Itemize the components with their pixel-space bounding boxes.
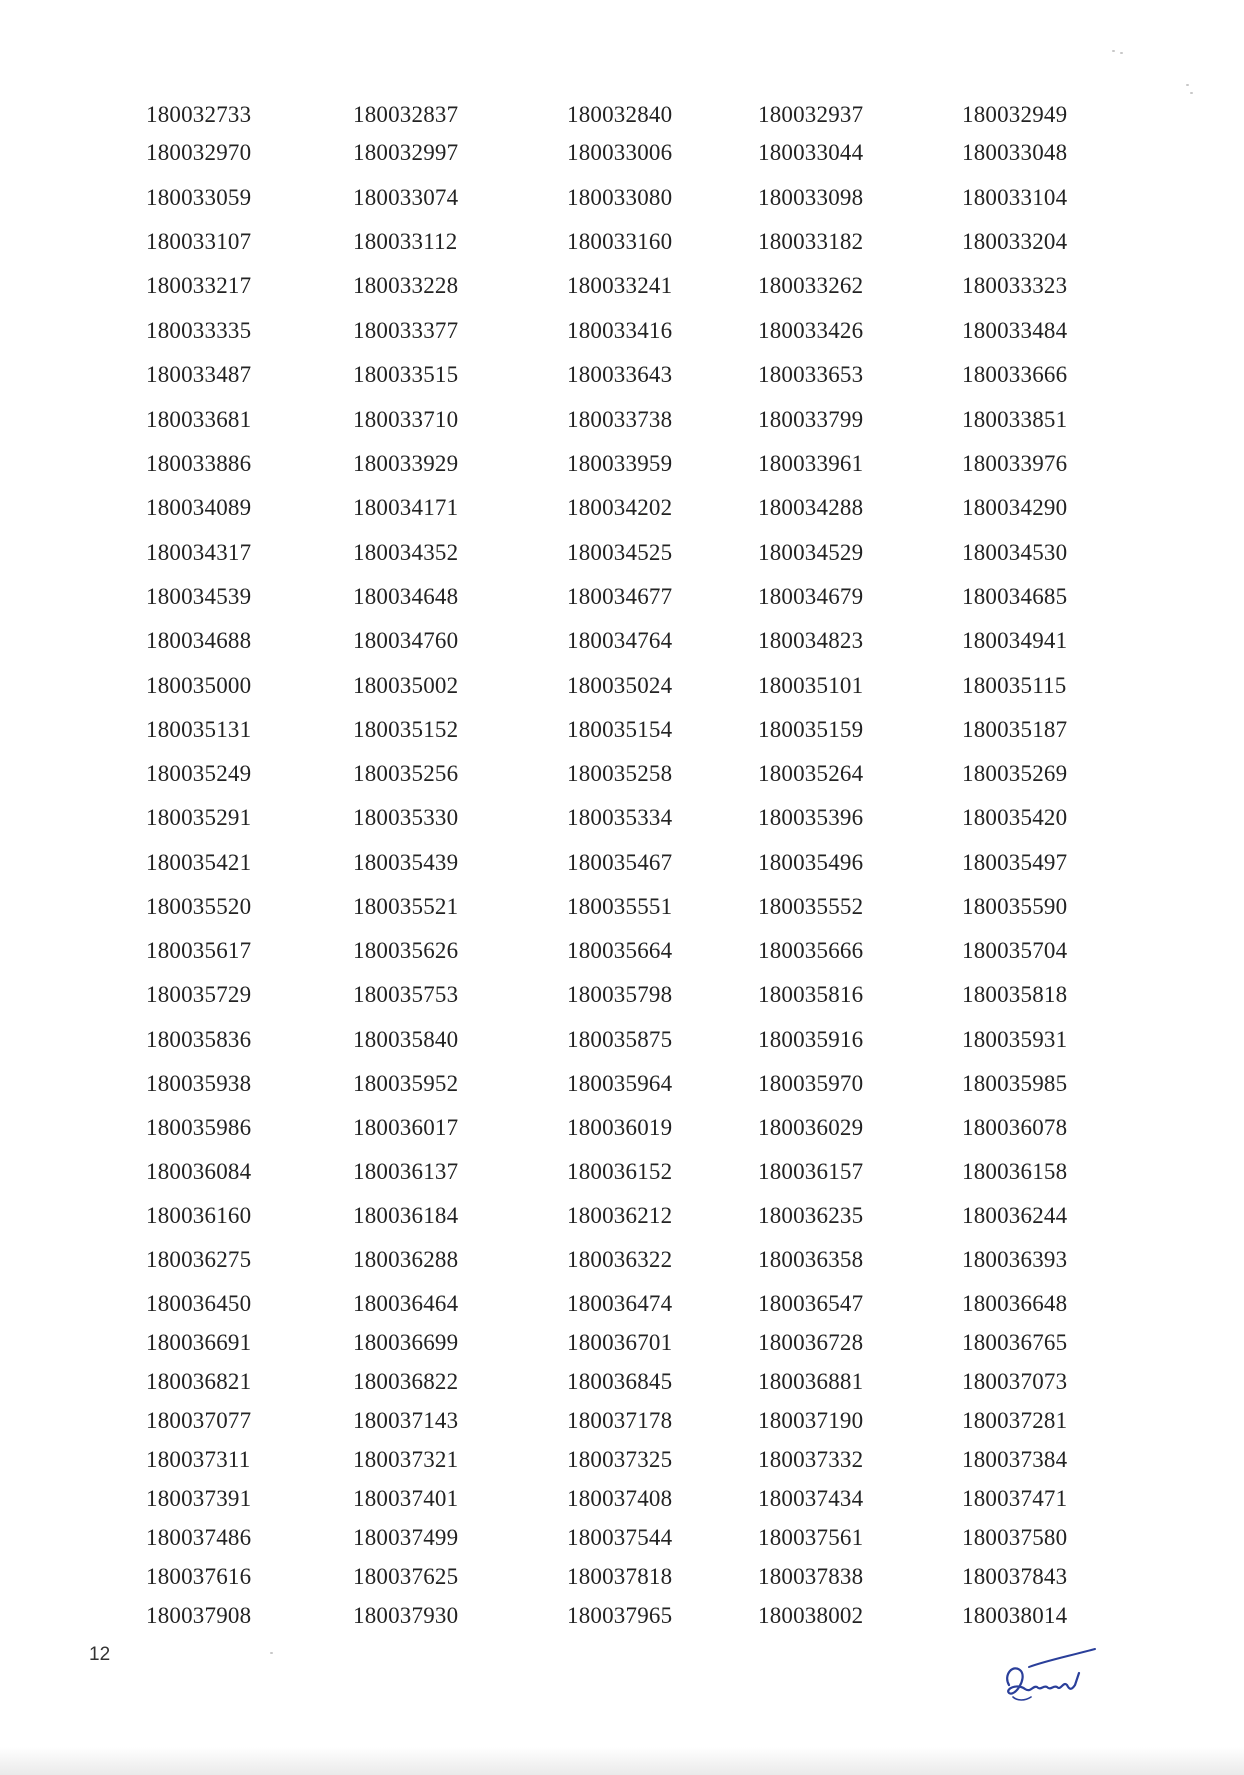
roll-number-cell: 180035970 [758, 1071, 864, 1096]
roll-number-cell: 180034764 [567, 628, 673, 653]
table-row [146, 493, 1106, 523]
table-row [146, 1025, 1106, 1055]
roll-number-cell: 180037499 [353, 1525, 459, 1550]
roll-number-cell: 180034823 [758, 628, 864, 653]
roll-number-cell: 180034539 [146, 584, 252, 609]
roll-number-cell: 180035258 [567, 761, 673, 786]
roll-number-cell: 180035551 [567, 894, 673, 919]
roll-number-cell: 180037077 [146, 1408, 252, 1433]
table-row [146, 626, 1106, 656]
roll-number-cell: 180037471 [962, 1486, 1068, 1511]
roll-number-cell: 180034352 [353, 540, 459, 565]
table-row [146, 892, 1106, 922]
roll-number-cell: 180033851 [962, 407, 1068, 432]
table-row [146, 1069, 1106, 1099]
roll-number-cell: 180033487 [146, 362, 252, 387]
roll-number-cell: 180036728 [758, 1330, 864, 1355]
roll-number-cell: 180035729 [146, 982, 252, 1007]
roll-number-cell: 180035154 [567, 717, 673, 742]
roll-number-cell: 180037486 [146, 1525, 252, 1550]
roll-number-cell: 180037818 [567, 1564, 673, 1589]
table-row [146, 759, 1106, 789]
roll-number-cell: 180035520 [146, 894, 252, 919]
table-row [146, 100, 1106, 130]
roll-number-cell: 180036158 [962, 1159, 1068, 1184]
table-row [146, 1406, 1106, 1436]
roll-number-cell: 180033323 [962, 273, 1068, 298]
roll-number-cell: 180033204 [962, 229, 1068, 254]
roll-number-cell: 180033182 [758, 229, 864, 254]
roll-number-cell: 180035986 [146, 1115, 252, 1140]
roll-number-cell: 180033799 [758, 407, 864, 432]
roll-number-cell: 180036547 [758, 1291, 864, 1316]
table-row [146, 715, 1106, 745]
roll-number-cell: 180037930 [353, 1603, 459, 1628]
roll-number-cell: 180037544 [567, 1525, 673, 1550]
roll-number-cell: 180038002 [758, 1603, 864, 1628]
table-row [146, 1157, 1106, 1187]
roll-number-cell: 180037908 [146, 1603, 252, 1628]
roll-number-cell: 180033262 [758, 273, 864, 298]
roll-number-cell: 180035753 [353, 982, 459, 1007]
roll-number-cell: 180035521 [353, 894, 459, 919]
roll-number-cell: 180033886 [146, 451, 252, 476]
roll-number-cell: 180035467 [567, 850, 673, 875]
roll-number-cell: 180036701 [567, 1330, 673, 1355]
table-row [146, 980, 1106, 1010]
roll-number-cell: 180035264 [758, 761, 864, 786]
roll-number-cell: 180035330 [353, 805, 459, 830]
roll-number-cell: 180036019 [567, 1115, 673, 1140]
roll-number-cell: 180032837 [353, 102, 459, 127]
table-row [146, 1367, 1106, 1397]
roll-number-cell: 180036474 [567, 1291, 673, 1316]
roll-number-cell: 180034202 [567, 495, 673, 520]
table-row [146, 1484, 1106, 1514]
roll-number-cell: 180033080 [567, 185, 673, 210]
roll-number-cell: 180036322 [567, 1247, 673, 1272]
roll-number-cell: 180037391 [146, 1486, 252, 1511]
roll-number-cell: 180033416 [567, 318, 673, 343]
roll-number-cell: 180036029 [758, 1115, 864, 1140]
table-row [146, 538, 1106, 568]
roll-number-cell: 180034941 [962, 628, 1068, 653]
roll-number-cell: 180036464 [353, 1291, 459, 1316]
roll-number-cell: 180033515 [353, 362, 459, 387]
roll-number-cell: 180036235 [758, 1203, 864, 1228]
roll-number-cell: 180033738 [567, 407, 673, 432]
roll-number-cell: 180035590 [962, 894, 1068, 919]
roll-number-cell: 180035249 [146, 761, 252, 786]
roll-number-cell: 180037408 [567, 1486, 673, 1511]
roll-number-cell: 180032970 [146, 140, 252, 165]
roll-number-cell: 180033241 [567, 273, 673, 298]
roll-number-cell: 180037190 [758, 1408, 864, 1433]
roll-number-cell: 180033976 [962, 451, 1068, 476]
roll-number-cell: 180035552 [758, 894, 864, 919]
roll-number-cell: 180035000 [146, 673, 252, 698]
roll-number-cell: 180034089 [146, 495, 252, 520]
roll-number-cell: 180034677 [567, 584, 673, 609]
roll-number-cell: 180036152 [567, 1159, 673, 1184]
roll-number-cell: 180033377 [353, 318, 459, 343]
table-row [146, 138, 1106, 168]
table-row [146, 1445, 1106, 1475]
roll-number-cell: 180034530 [962, 540, 1068, 565]
table-row [146, 271, 1106, 301]
roll-number-cell: 180035256 [353, 761, 459, 786]
roll-number-cell: 180035187 [962, 717, 1068, 742]
roll-number-cell: 180035952 [353, 1071, 459, 1096]
roll-number-cell: 180035816 [758, 982, 864, 1007]
roll-number-cell: 180032997 [353, 140, 459, 165]
roll-number-cell: 180035291 [146, 805, 252, 830]
roll-number-cell: 180037843 [962, 1564, 1068, 1589]
roll-number-cell: 180033112 [353, 229, 458, 254]
roll-number-cell: 180036845 [567, 1369, 673, 1394]
roll-number-cell: 180033059 [146, 185, 252, 210]
roll-number-cell: 180035938 [146, 1071, 252, 1096]
roll-number-cell: 180036275 [146, 1247, 252, 1272]
roll-number-cell: 180036358 [758, 1247, 864, 1272]
roll-number-cell: 180037561 [758, 1525, 864, 1550]
roll-number-cell: 180036822 [353, 1369, 459, 1394]
roll-number-cell: 180038014 [962, 1603, 1068, 1628]
table-row [146, 1562, 1106, 1592]
table-row [146, 1201, 1106, 1231]
roll-number-cell: 180037143 [353, 1408, 459, 1433]
roll-number-cell: 180036881 [758, 1369, 864, 1394]
roll-number-cell: 180034171 [353, 495, 459, 520]
roll-number-cell: 180034288 [758, 495, 864, 520]
roll-number-cell: 180035396 [758, 805, 864, 830]
roll-number-cell: 180035666 [758, 938, 864, 963]
roll-number-cell: 180035101 [758, 673, 864, 698]
roll-number-cell: 180036084 [146, 1159, 252, 1184]
roll-number-cell: 180034290 [962, 495, 1068, 520]
roll-number-cell: 180037965 [567, 1603, 673, 1628]
roll-number-cell: 180033959 [567, 451, 673, 476]
roll-number-cell: 180033074 [353, 185, 459, 210]
table-row [146, 183, 1106, 213]
roll-number-cell: 180037321 [353, 1447, 459, 1472]
scan-speck [1190, 92, 1193, 94]
roll-number-cell: 180035875 [567, 1027, 673, 1052]
roll-number-cell: 180033217 [146, 273, 252, 298]
roll-number-cell: 180032840 [567, 102, 673, 127]
table-row [146, 1523, 1106, 1553]
table-row [146, 360, 1106, 390]
roll-number-cell: 180036244 [962, 1203, 1068, 1228]
roll-number-cell: 180036212 [567, 1203, 673, 1228]
roll-number-cell: 180036450 [146, 1291, 252, 1316]
roll-number-cell: 180037325 [567, 1447, 673, 1472]
roll-number-cell: 180033335 [146, 318, 252, 343]
roll-number-cell: 180033098 [758, 185, 864, 210]
table-row [146, 803, 1106, 833]
roll-number-cell: 180037384 [962, 1447, 1068, 1472]
roll-number-cell: 180033048 [962, 140, 1068, 165]
roll-number-cell: 180033666 [962, 362, 1068, 387]
roll-number-cell: 180037178 [567, 1408, 673, 1433]
roll-number-cell: 180035798 [567, 982, 673, 1007]
scan-speck [270, 1652, 273, 1654]
roll-number-cell: 180036160 [146, 1203, 252, 1228]
roll-number-cell: 180037311 [146, 1447, 251, 1472]
roll-number-cell: 180035269 [962, 761, 1068, 786]
roll-number-cell: 180035818 [962, 982, 1068, 1007]
roll-number-cell: 180036821 [146, 1369, 252, 1394]
roll-number-cell: 180033929 [353, 451, 459, 476]
roll-number-cell: 180033160 [567, 229, 673, 254]
roll-number-cell: 180033961 [758, 451, 864, 476]
roll-number-cell: 180034760 [353, 628, 459, 653]
roll-number-cell: 180033426 [758, 318, 864, 343]
roll-number-cell: 180034679 [758, 584, 864, 609]
roll-number-cell: 180035704 [962, 938, 1068, 963]
roll-number-cell: 180035439 [353, 850, 459, 875]
scan-edge-shade [0, 1747, 1244, 1775]
roll-number-cell: 180033710 [353, 407, 459, 432]
table-row [146, 1113, 1106, 1143]
roll-number-cell: 180036765 [962, 1330, 1068, 1355]
roll-number-cell: 180033006 [567, 140, 673, 165]
roll-number-cell: 180036157 [758, 1159, 864, 1184]
roll-number-cell: 180035421 [146, 850, 252, 875]
roll-number-cell: 180032733 [146, 102, 252, 127]
roll-number-cell: 180034648 [353, 584, 459, 609]
roll-number-cell: 180035664 [567, 938, 673, 963]
table-row [146, 405, 1106, 435]
roll-number-cell: 180032949 [962, 102, 1068, 127]
signature-icon [995, 1645, 1105, 1715]
table-row [146, 316, 1106, 346]
roll-number-cell: 180037580 [962, 1525, 1068, 1550]
roll-number-cell: 180033228 [353, 273, 459, 298]
roll-number-cell: 180037332 [758, 1447, 864, 1472]
roll-number-cell: 180037281 [962, 1408, 1068, 1433]
roll-number-cell: 180037616 [146, 1564, 252, 1589]
roll-number-cell: 180036017 [353, 1115, 459, 1140]
roll-number-cell: 180034685 [962, 584, 1068, 609]
table-row [146, 1328, 1106, 1358]
roll-number-cell: 180035420 [962, 805, 1068, 830]
roll-number-cell: 180036184 [353, 1203, 459, 1228]
roll-number-cell: 180033044 [758, 140, 864, 165]
roll-number-cell: 180036078 [962, 1115, 1068, 1140]
roll-number-cell: 180033484 [962, 318, 1068, 343]
roll-number-cell: 180033104 [962, 185, 1068, 210]
roll-number-cell: 180034688 [146, 628, 252, 653]
roll-number-cell: 180037838 [758, 1564, 864, 1589]
roll-number-cell: 180035985 [962, 1071, 1068, 1096]
roll-number-cell: 180035131 [146, 717, 252, 742]
roll-number-cell: 180037434 [758, 1486, 864, 1511]
roll-number-cell: 180036288 [353, 1247, 459, 1272]
roll-number-cell: 180037401 [353, 1486, 459, 1511]
roll-number-cell: 180036393 [962, 1247, 1068, 1272]
table-row [146, 848, 1106, 878]
roll-number-cell: 180036691 [146, 1330, 252, 1355]
roll-number-cell: 180035931 [962, 1027, 1068, 1052]
roll-number-cell: 180035617 [146, 938, 252, 963]
table-row [146, 1601, 1106, 1631]
table-row [146, 582, 1106, 612]
roll-number-cell: 180036699 [353, 1330, 459, 1355]
table-row [146, 671, 1106, 701]
roll-number-cell: 180032937 [758, 102, 864, 127]
table-row [146, 227, 1106, 257]
roll-number-cell: 180035840 [353, 1027, 459, 1052]
roll-number-cell: 180033681 [146, 407, 252, 432]
roll-number-cell: 180033643 [567, 362, 673, 387]
roll-number-cell: 180035334 [567, 805, 673, 830]
roll-number-cell: 180037073 [962, 1369, 1068, 1394]
roll-number-cell: 180035152 [353, 717, 459, 742]
table-row [146, 1245, 1106, 1275]
roll-number-cell: 180034525 [567, 540, 673, 565]
roll-number-cell: 180035626 [353, 938, 459, 963]
roll-number-cell: 180035497 [962, 850, 1068, 875]
table-row [146, 1289, 1106, 1319]
roll-number-cell: 180034529 [758, 540, 864, 565]
scan-speck [1120, 52, 1123, 54]
roll-number-cell: 180036648 [962, 1291, 1068, 1316]
roll-number-cell: 180035159 [758, 717, 864, 742]
roll-number-cell: 180035002 [353, 673, 459, 698]
roll-number-cell: 180034317 [146, 540, 252, 565]
roll-number-cell: 180033653 [758, 362, 864, 387]
roll-number-cell: 180037625 [353, 1564, 459, 1589]
roll-number-cell: 180035916 [758, 1027, 864, 1052]
scan-speck [1186, 84, 1189, 86]
roll-number-cell: 180035496 [758, 850, 864, 875]
scan-speck [1112, 50, 1115, 52]
roll-number-cell: 180035115 [962, 673, 1067, 698]
table-row [146, 936, 1106, 966]
roll-number-cell: 180033107 [146, 229, 252, 254]
page-number: 12 [89, 1644, 111, 1665]
roll-number-cell: 180035836 [146, 1027, 252, 1052]
roll-number-cell: 180035964 [567, 1071, 673, 1096]
roll-number-cell: 180035024 [567, 673, 673, 698]
table-row [146, 449, 1106, 479]
roll-number-cell: 180036137 [353, 1159, 459, 1184]
